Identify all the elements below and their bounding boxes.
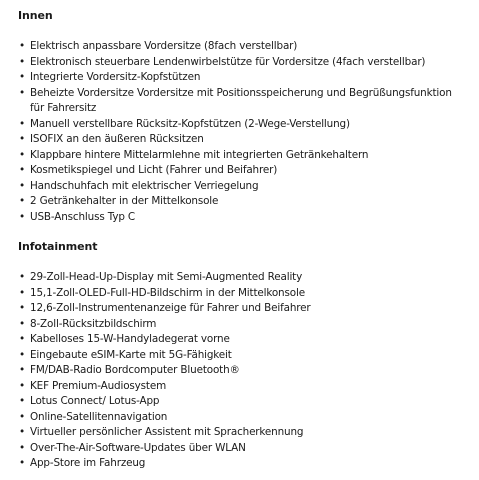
list-item xyxy=(18,55,458,71)
bullet-icon: • xyxy=(19,457,25,469)
bullet-icon: • xyxy=(19,410,25,423)
list-item xyxy=(18,410,458,426)
bullet-icon: • xyxy=(19,364,25,376)
list-item xyxy=(18,332,458,348)
list-item-text: Over-The-Air-Software-Updates über WLAN xyxy=(30,441,246,454)
list-item xyxy=(18,148,458,164)
bullet-icon: • xyxy=(19,71,25,83)
list-item-text: 29-Zoll-Head-Up-Display mit Semi-Augmented Reality xyxy=(30,271,303,283)
list-item-text: 2 Getränkehalter in der Mittelkonsole xyxy=(30,195,219,207)
list-item xyxy=(18,270,458,286)
bullet-icon: • xyxy=(19,395,25,407)
list-item xyxy=(18,210,458,226)
list-item xyxy=(18,194,458,210)
section-title-infotainment: Infotainment xyxy=(18,240,98,253)
list-item-text: App-Store im Fahrzeug xyxy=(30,457,146,469)
bullet-icon: • xyxy=(19,148,25,161)
list-item-text: Kosmetikspiegel und Licht (Fahrer und Beifahrer) xyxy=(30,164,278,176)
bullet-icon: • xyxy=(19,195,25,207)
list-item xyxy=(18,348,458,364)
feature-list-infotainment xyxy=(18,270,458,472)
list-item-text: Manuell verstellbare Rücksitz-Kopfstützen (2-Wege-Verstellung) xyxy=(30,117,350,130)
list-item-text: Elektrisch anpassbare Vordersitze (8fach verstellbar) xyxy=(30,40,298,52)
feature-list-innen xyxy=(18,39,458,225)
bullet-icon: • xyxy=(19,426,25,438)
list-item-text: Integrierte Vordersitz-Kopfstützen xyxy=(30,71,201,83)
list-item xyxy=(18,301,458,317)
bullet-icon: • xyxy=(19,333,25,345)
bullet-icon: • xyxy=(19,210,25,223)
bullet-icon: • xyxy=(19,379,25,392)
list-item-text: 15,1-Zoll-OLED-Full-HD-Bildschirm in der Mittelkonsole xyxy=(30,286,305,299)
list-item-text: FM/DAB-Radio Bordcomputer Bluetooth® xyxy=(30,364,240,376)
list-item-text: 8-Zoll-Rücksitzbildschirm xyxy=(30,317,157,330)
list-item xyxy=(18,286,458,302)
list-item xyxy=(18,86,458,117)
list-item xyxy=(18,132,458,148)
bullet-icon: • xyxy=(19,271,25,283)
bullet-icon: • xyxy=(19,164,25,176)
bullet-icon: • xyxy=(19,286,25,299)
list-item xyxy=(18,379,458,395)
list-item-text: Kabelloses 15-W-Handyladegerat vorne xyxy=(30,333,230,345)
section-title-innen: Innen xyxy=(18,9,53,22)
list-item-text: Eingebaute eSIM-Karte mit 5G-Fähigkeit xyxy=(30,348,232,361)
list-item-text: Online-Satellitennavigation xyxy=(30,410,168,423)
bullet-icon: • xyxy=(19,302,25,314)
list-item xyxy=(18,456,458,472)
list-item-text: KEF Premium-Audiosystem xyxy=(30,379,167,392)
bullet-icon: • xyxy=(19,40,25,52)
list-item xyxy=(18,117,458,133)
bullet-icon: • xyxy=(19,348,25,361)
list-item xyxy=(18,363,458,379)
list-item-text: Handschuhfach mit elektrischer Verriegelung xyxy=(30,179,259,192)
bullet-icon: • xyxy=(19,55,25,68)
bullet-icon: • xyxy=(19,441,25,454)
bullet-icon: • xyxy=(19,179,25,192)
bullet-icon: • xyxy=(19,133,25,145)
list-item xyxy=(18,441,458,457)
list-item-text: ISOFIX an den äußeren Rücksitzen xyxy=(30,133,204,145)
list-item xyxy=(18,70,458,86)
list-item xyxy=(18,394,458,410)
bullet-icon: • xyxy=(19,317,25,330)
list-item-text: USB-Anschluss Typ C xyxy=(30,210,136,223)
list-item-text: 12,6-Zoll-Instrumentenanzeige für Fahrer und Beifahrer xyxy=(30,302,311,314)
list-item xyxy=(18,163,458,179)
list-item-text: Beheizte Vordersitze Vordersitze mit Positionsspeicherung und Begrüßungsfunktion für Fahrersitz xyxy=(30,86,452,114)
list-item-text: Elektronisch steuerbare Lendenwirbelstütze für Vordersitze (4fach verstellbar) xyxy=(30,55,426,68)
list-item-text: Klappbare hintere Mittelarmlehne mit integrierten Getränkehaltern xyxy=(30,148,369,161)
list-item xyxy=(18,425,458,441)
list-item xyxy=(18,179,458,195)
list-item xyxy=(18,317,458,333)
list-item xyxy=(18,39,458,55)
bullet-icon: • xyxy=(19,117,25,130)
list-item-text: Virtueller persönlicher Assistent mit Spracherkennung xyxy=(30,426,304,438)
list-item-text: Lotus Connect/ Lotus-App xyxy=(30,395,160,407)
bullet-icon: • xyxy=(19,86,25,99)
